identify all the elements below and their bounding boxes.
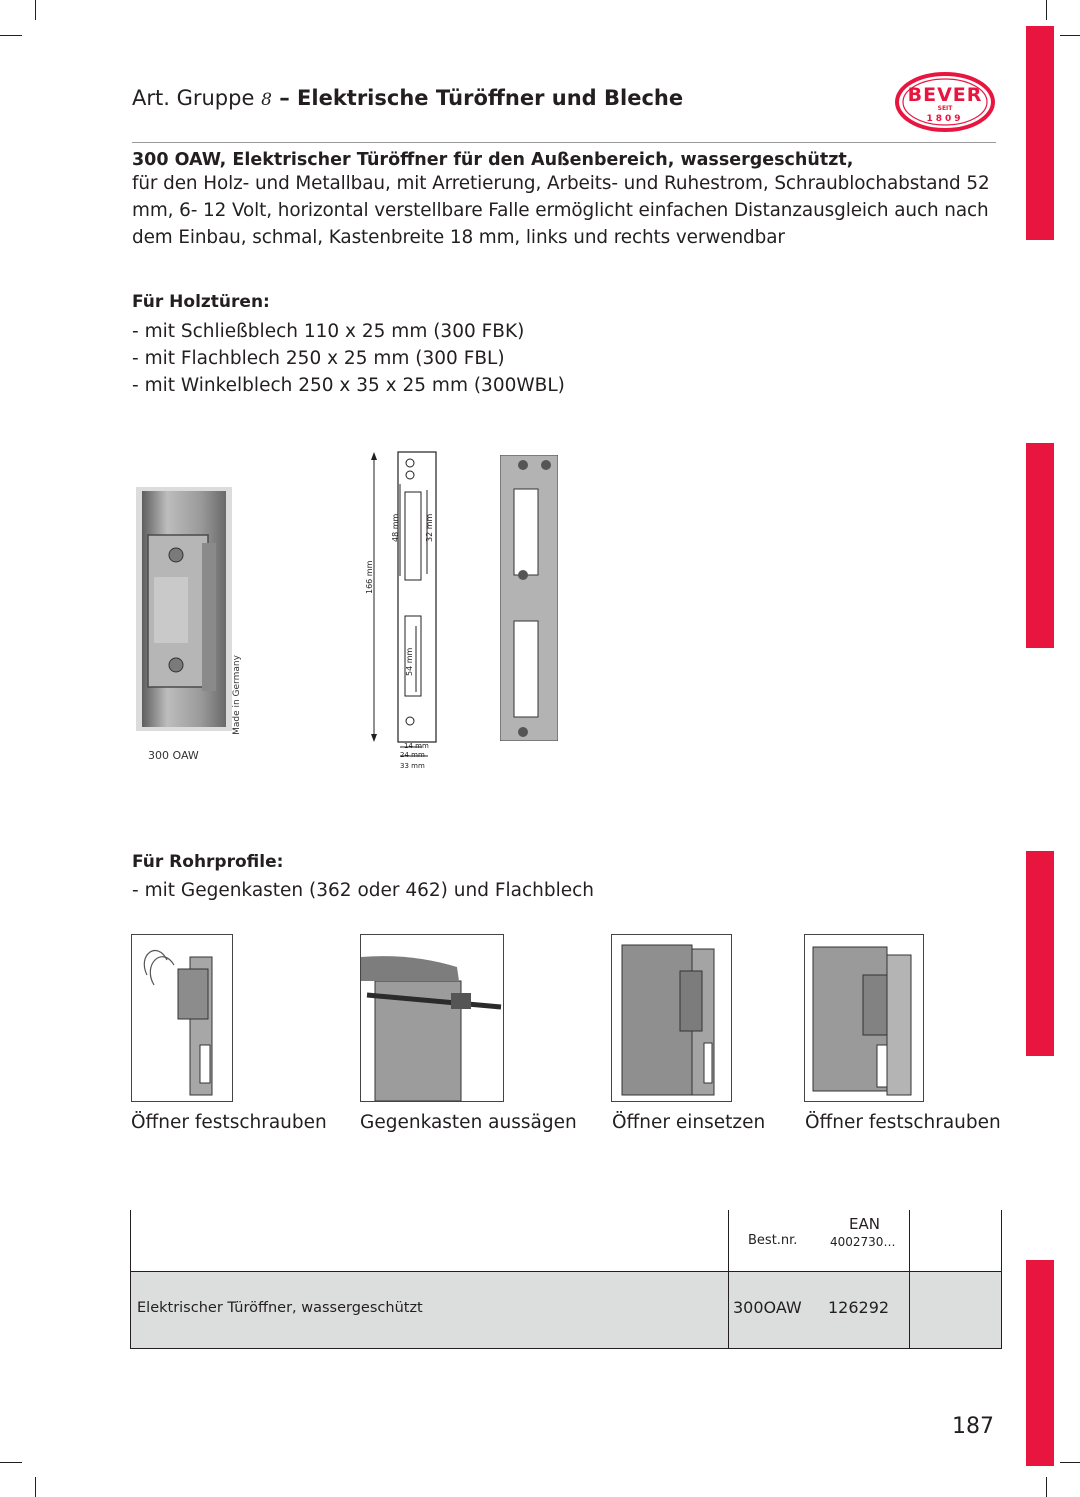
thumb-tab (1026, 443, 1054, 648)
row-ean: 126292 (828, 1298, 890, 1317)
thumb-tab (1026, 26, 1054, 240)
list-item: - mit Gegenkasten (362 oder 462) und Flachblech (132, 877, 594, 904)
group-number: 8 (261, 90, 272, 110)
order-table (130, 1210, 1000, 1348)
step-caption: Öffner festschrauben (805, 1112, 1001, 1133)
row-description: Elektrischer Türöffner, wassergeschützt (137, 1300, 423, 1316)
thumb-tab (1026, 851, 1054, 1056)
dim-54: 54 mm (405, 647, 414, 676)
product-code: 300 OAW (132, 150, 220, 170)
step-caption: Öffner einsetzen (612, 1112, 766, 1133)
step-caption: Gegenkasten aussägen (360, 1112, 577, 1133)
thumb-tab (1026, 1260, 1054, 1466)
step-caption: Öffner festschrauben (131, 1112, 327, 1133)
logo-year: 1809 (926, 114, 964, 124)
dim-166: 166 mm (365, 560, 374, 594)
product-title-rest: , Elektrischer Türöffner für den Außenbereich, wassergeschützt, (219, 150, 854, 170)
product-title (132, 150, 996, 170)
col-bestnr: Best.nr. (748, 1233, 798, 1248)
wood-list (132, 318, 565, 399)
crop-mark (0, 1462, 22, 1463)
list-item: - mit Schließblech 110 x 25 mm (300 FBK) (132, 318, 565, 345)
step-photo-2 (360, 934, 504, 1102)
crop-mark (0, 35, 22, 36)
step-photo-3 (611, 934, 732, 1102)
group-prefix: Art. Gruppe (132, 86, 255, 110)
tube-list (132, 877, 594, 904)
list-item: - mit Winkelblech 250 x 35 x 25 mm (300WBL) (132, 372, 565, 399)
product-caption: 300 OAW (148, 749, 199, 762)
bever-logo (894, 72, 996, 132)
door-opener-photo (136, 487, 232, 731)
product-description: für den Holz- und Metallbau, mit Arretierung, Arbeits- und Ruhestrom, Schraublochabstand 52 mm, 6- 12 Volt, horizontal verstellbare Falle ermöglicht einfachen Distanzausgleich auch nach dem Einbau, schmal, Kastenbreite 18 mm, links und rechts verwendbar (132, 173, 990, 248)
crop-mark (1060, 1462, 1080, 1463)
page-number: 187 (952, 1414, 994, 1439)
step-photo-1 (131, 934, 233, 1102)
crop-mark (35, 0, 36, 20)
list-item: - mit Flachblech 250 x 25 mm (300 FBL) (132, 345, 565, 372)
tube-heading: Für Rohrprofile: (132, 852, 284, 872)
dim-48: 48 mm (391, 513, 400, 542)
table-header (130, 1210, 1002, 1271)
striking-plate-photo (500, 455, 558, 741)
dimension-drawing (364, 446, 460, 772)
row-bestnr: 300OAW (733, 1298, 802, 1317)
table-row (130, 1271, 1002, 1349)
group-name: Elektrische Türöffner und Bleche (297, 86, 684, 110)
page-header (132, 80, 996, 143)
dim-33: 33 mm (400, 762, 425, 770)
logo-seit: SEIT (937, 105, 953, 112)
group-separator: – (271, 86, 298, 110)
product-block (132, 150, 996, 251)
dim-32: 32 mm (425, 513, 434, 542)
made-in-label: Made in Germany (231, 655, 242, 735)
dim-24: 24 mm (400, 751, 425, 759)
crop-mark (1046, 0, 1047, 20)
crop-mark (1060, 35, 1080, 36)
logo-name: BEVER (907, 84, 983, 106)
col-ean-prefix: 4002730… (830, 1235, 896, 1249)
dim-14: 14 mm (404, 742, 429, 750)
crop-mark (35, 1477, 36, 1497)
group-title (132, 86, 683, 110)
step-photo-4 (804, 934, 924, 1102)
col-ean: EAN (849, 1215, 880, 1233)
wood-heading: Für Holztüren: (132, 292, 270, 312)
crop-mark (1046, 1477, 1047, 1497)
